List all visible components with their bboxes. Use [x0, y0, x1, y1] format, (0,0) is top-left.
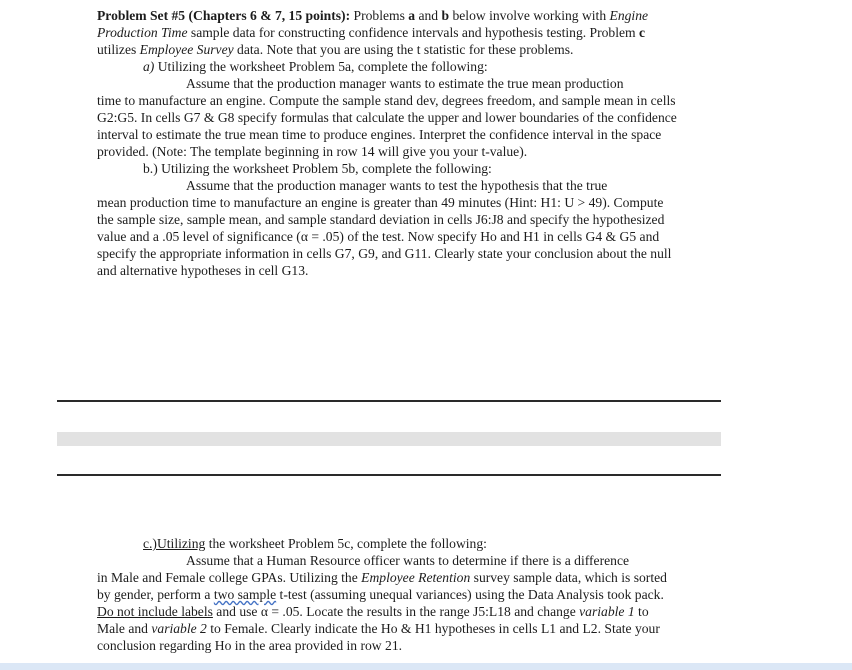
part-c-first-line: Assume that a Human Resource officer wants to determine if there is a difference	[186, 553, 630, 568]
part-a-heading: a) Utilizing the worksheet Problem 5a, complete the following:	[143, 59, 488, 74]
variable-2-text: variable 2	[151, 621, 207, 636]
part-a-body: time to manufacture an engine. Compute the sample stand dev, degrees freedom, and sample mean in cells G2:G5. In cells G7 & G8 specify formulas that calculate the upper and lower boundaries of the confidence interval to estimate the true mean time to produce engines. Interpret the confidence interval in the space provided. (Note: The template beginning in row 14 will give you your t-value).	[97, 93, 677, 159]
problem-set-heading: Problem Set #5 (Chapters 6 & 7, 15 points):	[97, 8, 351, 23]
part-c-heading: c.)Utilizing the worksheet Problem 5c, complete the following:	[143, 536, 487, 551]
survey-name: Employee Survey	[139, 42, 234, 57]
part-b-first-line: Assume that the production manager wants to test the hypothesis that the true	[186, 178, 608, 193]
separator-line-top	[57, 400, 721, 402]
no-labels-text: Do not include labels	[97, 604, 213, 619]
retention-survey-name: Employee Retention	[361, 570, 471, 585]
two-sample-text: two sample	[213, 587, 277, 602]
part-b-heading: b.) Utilizing the worksheet Problem 5b, complete the following:	[143, 161, 492, 176]
part-c-text	[97, 535, 677, 654]
part-a-first-line: Assume that the production manager wants to estimate the true mean production	[186, 76, 624, 91]
bottom-strip	[0, 663, 852, 670]
variable-1-text: variable 1	[579, 604, 635, 619]
intro-paragraph: Problem Set #5 (Chapters 6 & 7, 15 points): Problems a and b below involve working with Engine Production Time sample data for constructing confidence intervals and hypothesis testing. Problem c utilizes Employee Survey data. Note that you are using the t statistic for these problems.	[97, 8, 649, 57]
separator-line-bottom	[57, 474, 721, 476]
part-c-body: in Male and Female college GPAs. Utilizing the Employee Retention survey sample data, which is sorted by gender, perform a two sample t-test (assuming unequal variances) using the Data Analysis took pack. Do not include labels and use α = .05. Locate the results in the range J5:L18 and change variable 1 to Male and variable 2 to Female. Clearly indicate the Ho & H1 hypotheses in cells L1 and L2. State your conclusion regarding Ho in the area provided in row 21.	[97, 570, 667, 653]
grey-band	[57, 432, 721, 446]
problem-set-text	[97, 7, 677, 279]
part-c-label: c.)Utilizing	[143, 536, 206, 551]
dataset-name: Engine Production Time	[97, 8, 649, 40]
part-b-body: mean production time to manufacture an engine is greater than 49 minutes (Hint: H1: U > 49). Compute the sample size, sample mean, and sample standard deviation in cells J6:J8 and specify the hypothesized value and a .05 level of significance (α = .05) of the test. Now specify Ho and H1 in cells G4 & G5 and specify the appropriate information in cells G7, G9, and G11. Clearly state your conclusion about the null and alternative hypotheses in cell G13.	[97, 195, 672, 278]
